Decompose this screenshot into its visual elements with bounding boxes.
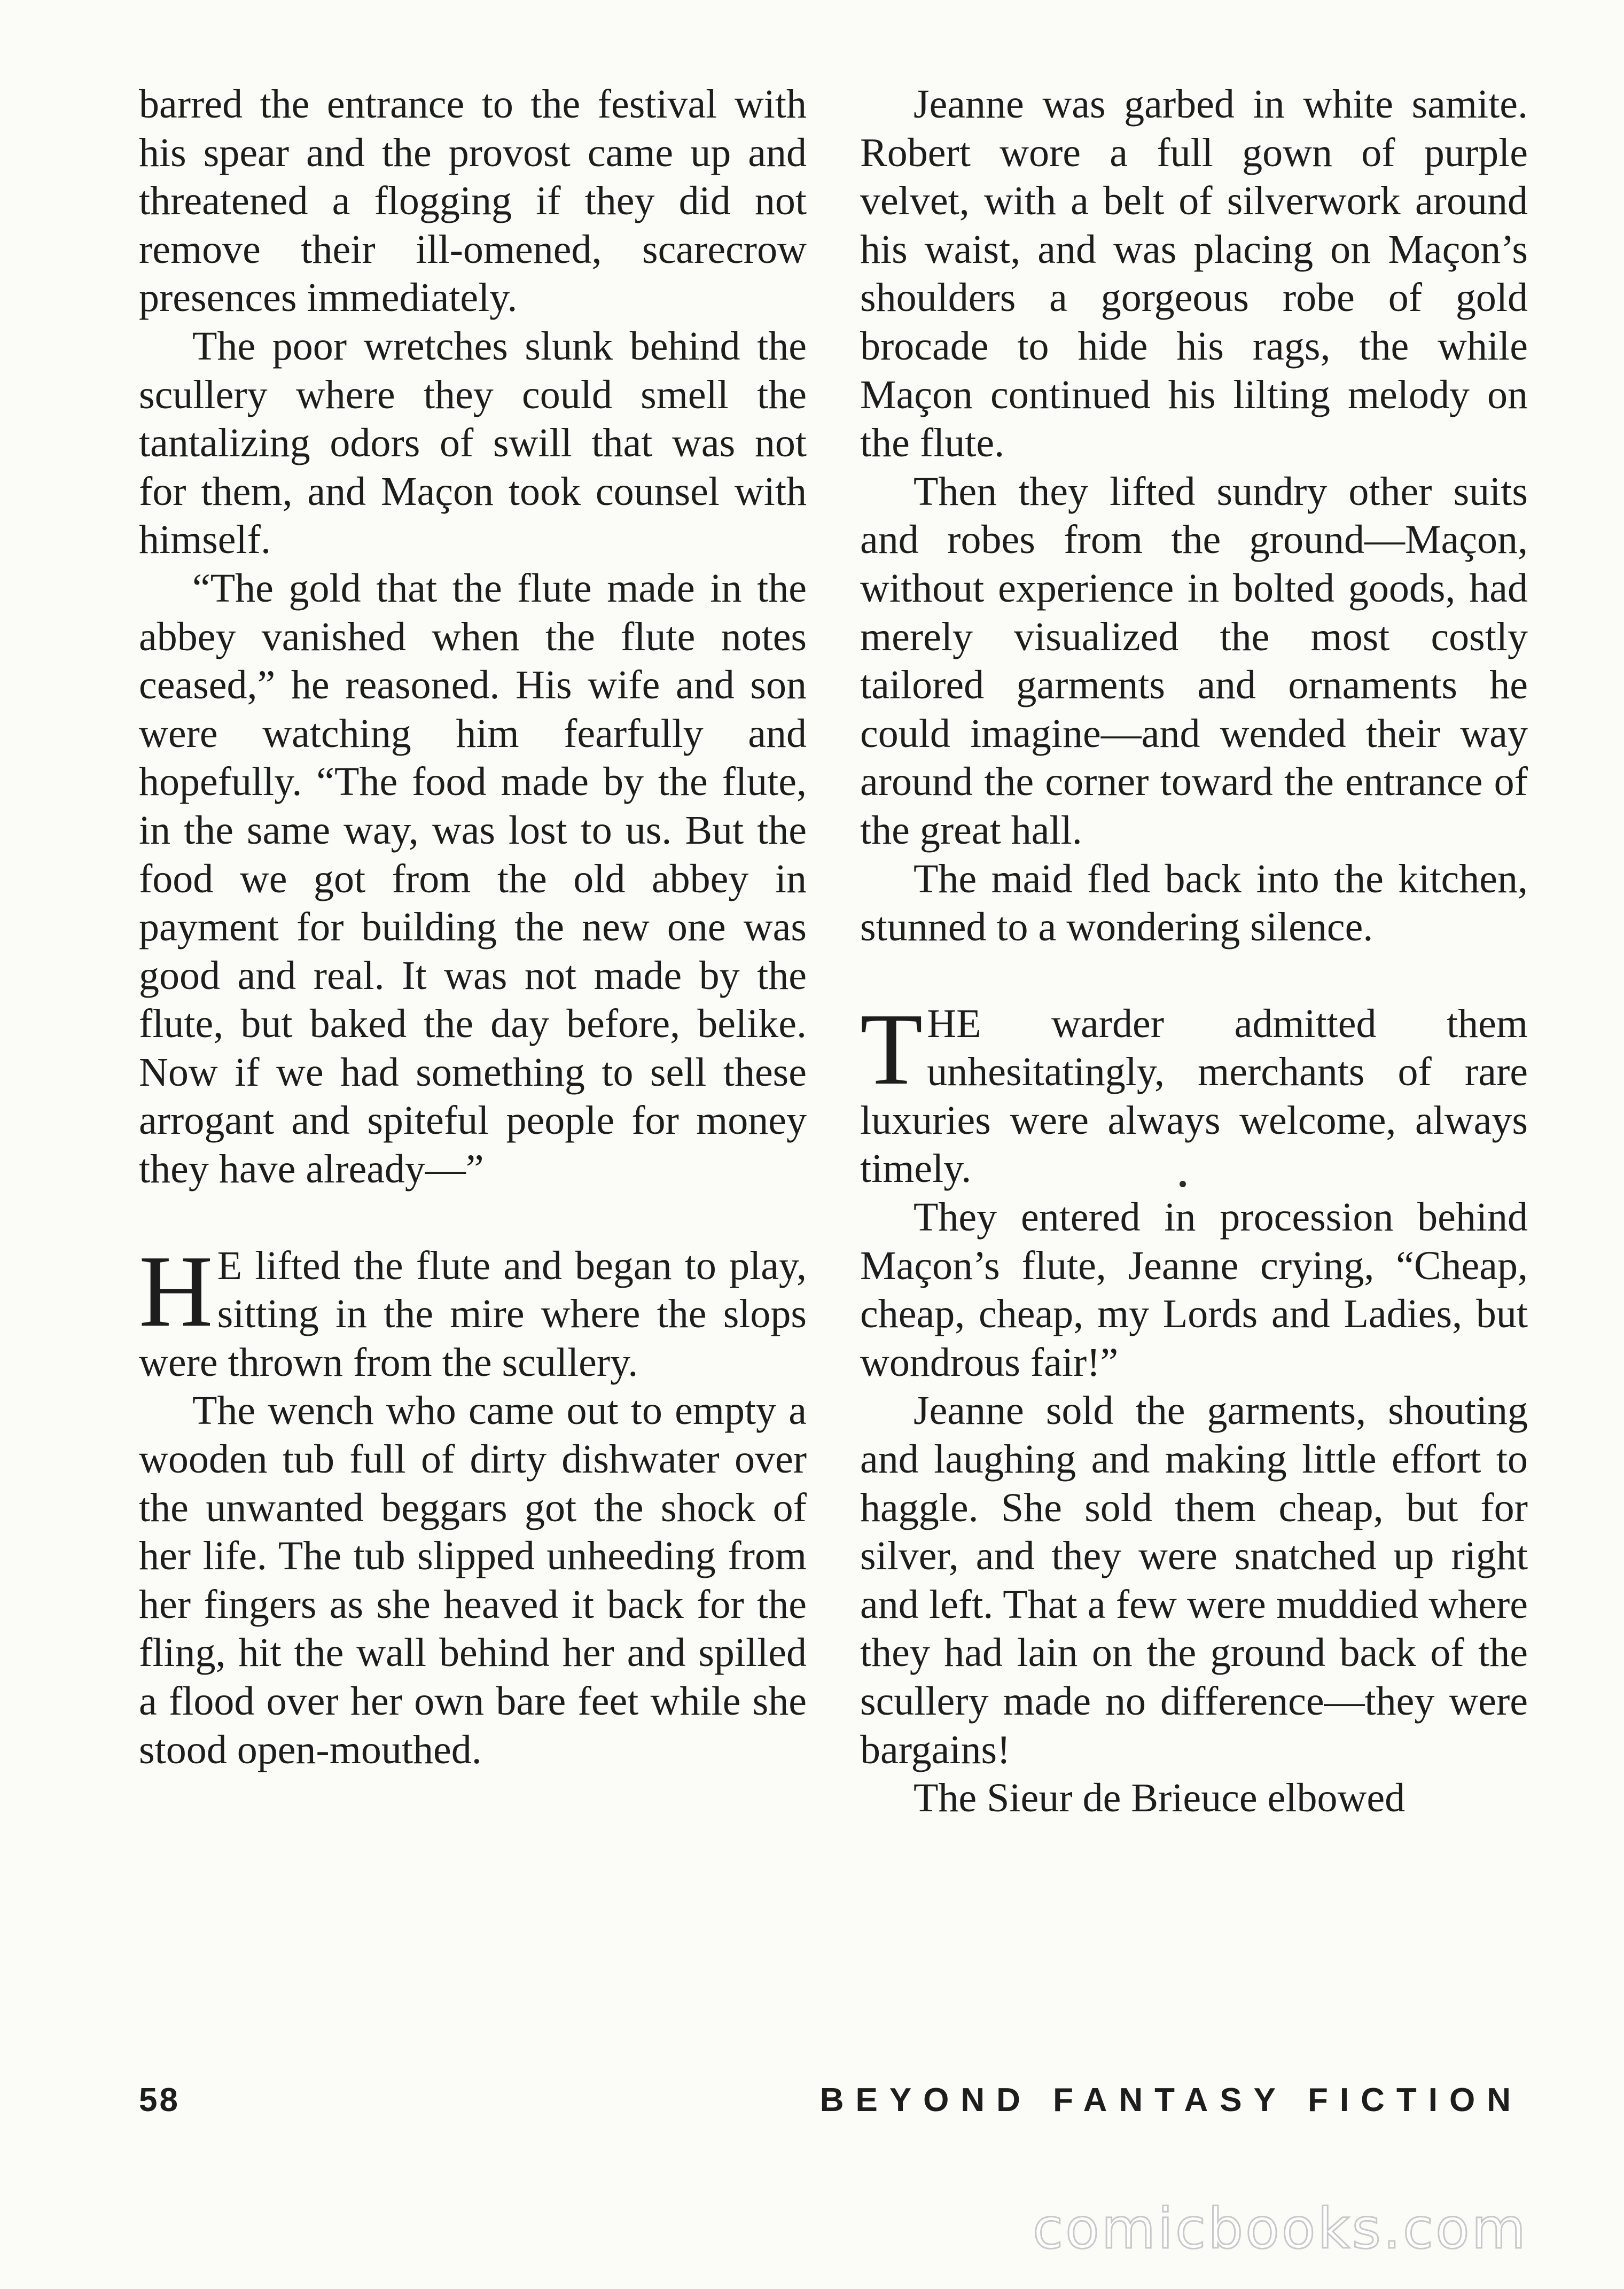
paragraph: The wench who came out to empty a wooden tub full of dirty dishwater over the unwanted beggars got the shock of her life. The tub slipped unheeding from her fingers as she heaved it back for the fling, hit the wall behind her and spilled a flood over her own bare feet while she stood open-mouthed. bbox=[139, 1388, 807, 1772]
drop-cap: H bbox=[139, 1234, 213, 1348]
page-footer bbox=[139, 2081, 1522, 2135]
page-number: 58 bbox=[139, 2082, 180, 2119]
section-break bbox=[139, 1194, 807, 1242]
paragraph: Then they lifted sundry other suits and robes from the ground—Maçon, without experience in bolted goods, had merely visualized the most costly tailored garments and ornaments he could imagine—and wended their way around the corner toward the entrance of the great hall. bbox=[860, 469, 1528, 853]
paragraph-text: E lifted the flute and began to play, sitting in the mire where the slops were thrown from the scullery. bbox=[139, 1243, 807, 1385]
paragraph: The poor wretches slunk behind the scullery where they could smell the tantalizing odors of swill that was not for them, and Maçon took counsel with himself. bbox=[139, 323, 807, 563]
print-speck bbox=[1180, 1181, 1186, 1187]
section-break bbox=[860, 952, 1528, 1000]
left-column bbox=[139, 80, 807, 1774]
paragraph: “The gold that the flute made in the abbey vanished when the flute notes ceased,” he reasoned. His wife and son were watching him fearfully and hopefully. “The food made by the flute, in the same way, was lost to us. But the food we got from the old abbey in payment for building the new one was good and real. It was not made by the flute, but baked the day before, belike. Now if we had something to sell these arrogant and spiteful people for money they have already—” bbox=[139, 565, 807, 1192]
paragraph-text: HE warder admitted them unhesitatingly, merchants of rare luxuries were always welcome, always timely. bbox=[860, 1001, 1528, 1192]
paragraph: Jeanne sold the garments, shouting and laughing and making little effort to haggle. She sold them cheap, but for silver, and they were snatched up right and left. That a few were muddied where they had lain on the ground back of the scullery made no difference—they were bargains! bbox=[860, 1388, 1528, 1772]
drop-cap: T bbox=[860, 992, 923, 1106]
paragraph: Jeanne was garbed in white samite. Robert wore a full gown of purple velvet, with a belt of silverwork around his waist, and was placing on Maçon’s shoulders a gorgeous robe of gold brocade to hide his rags, the while Maçon continued his lilting melody on the flute. bbox=[860, 82, 1528, 466]
paragraph: The maid fled back into the kitchen, stunned to a wondering silence. bbox=[860, 856, 1528, 950]
watermark: comicbooks.com bbox=[1032, 2196, 1528, 2261]
running-head: BEYOND FANTASY FICTION bbox=[819, 2082, 1522, 2119]
paragraph: The Sieur de Brieuce elbowed bbox=[914, 1776, 1406, 1821]
paragraph: barred the entrance to the festival with his spear and the provost came up and threatened a flogging if they did not remove their ill-omened, scarecrow presences immediately. bbox=[139, 82, 807, 321]
dropcap-paragraph bbox=[860, 992, 1528, 1193]
right-column bbox=[860, 80, 1528, 1823]
paragraph: They entered in procession behind Maçon’s flute, Jeanne crying, “Cheap, cheap, cheap, my Lords and Ladies, but wondrous fair!” bbox=[860, 1195, 1528, 1385]
dropcap-paragraph bbox=[139, 1234, 807, 1387]
